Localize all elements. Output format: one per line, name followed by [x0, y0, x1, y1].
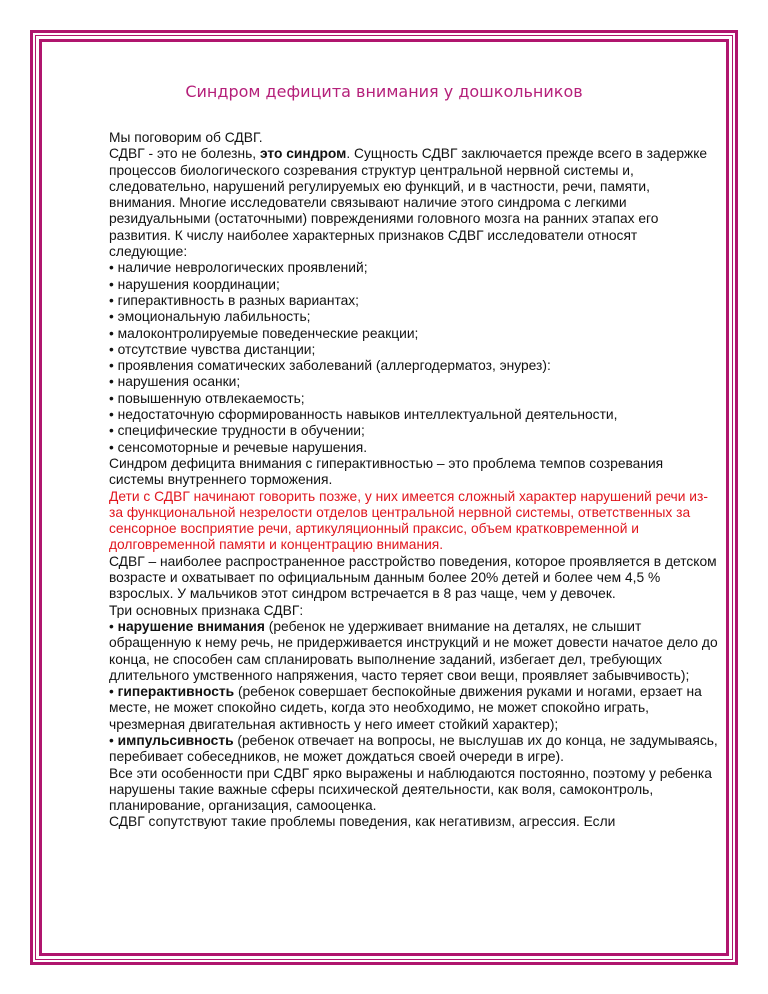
definition-bold: это синдром — [259, 146, 347, 162]
paragraph-inhibition: Синдром дефицита внимания с гиперактивностью – это проблема темпов созревания системы внутреннего торможения. — [109, 455, 664, 488]
feature-description: (ребенок не удерживает внимание на деталях, не слышит обращенную к нему речь, не придерживается инструкций и не может довести начатое дело до конца, не способен сам спланировать выполнение заданий, избегает дел, требующих длительного умственного напряжения, часто теряет свои вещи, проявляет забывчивость); — [109, 618, 718, 683]
feature-description: (ребенок отвечает на вопросы, не выслушав их до конца, не задумываясь, перебивает собеседников, не может дождаться своей очереди в игре). — [109, 732, 718, 765]
sign-item: • малоконтролируемые поведенческие реакции; — [109, 325, 419, 341]
sign-item: • недостаточную сформированность навыков интеллектуальной деятельности, — [109, 407, 618, 423]
sign-item: • наличие неврологических проявлений; — [109, 260, 368, 276]
sign-item: • повышенную отвлекаемость; — [109, 390, 305, 406]
sign-item: • сенсомоторные и речевые нарушения. — [109, 439, 368, 455]
feature-name: гиперактивность — [117, 684, 235, 700]
sign-item: • отсутствие чувства дистанции; — [109, 341, 316, 357]
paragraph-behavior: СДВГ сопутствуют такие проблемы поведения, как негативизм, агрессия. Если — [109, 814, 616, 830]
paragraph-speech-highlight: Дети с СДВГ начинают говорить позже, у них имеется сложный характер нарушений речи из-за функциональной незрелости отделов центральной нервной системы, ответственных за сенсорное восприятие речи, артикуляционный праксис, объем кратковременной и долговременной памяти и концентрацию внимания. — [109, 488, 708, 553]
feature-description: (ребенок совершает беспокойные движения руками и ногами, ерзает на месте, не может спокойно сидеть, когда это необходимо, не может спокойно играть, чрезмерная двигательная активность у него имеет стойкий характер); — [109, 684, 702, 732]
feature-item: • гиперактивность (ребенок совершает беспокойные движения руками и ногами, ерзает на месте, не может спокойно сидеть, когда это необходимо, не может спокойно играть, чрезмерная двигательная активность у него имеет стойкий характер); — [109, 684, 702, 732]
sign-item: • эмоциональную лабильность; — [109, 309, 311, 325]
definition-rest: . Сущность СДВГ заключается прежде всего в задержке процессов биологического созревания структур центральной нервной системы и, следовательно, нарушений регулируемых ею функций, и в частности, речи, памяти, внимания. Многие исследователи связывают наличие этого синдрома с легкими резидуальными (остаточными) повреждениями головного мозга на ранних этапах его развития. К числу наиболее характерных признаков СДВГ исследователи относят следующие: — [109, 146, 708, 260]
sign-item: • специфические трудности в обучении; — [109, 423, 365, 439]
paragraph-three-signs: Три основных признака СДВГ: — [109, 602, 304, 618]
feature-name: импульсивность — [117, 732, 234, 748]
sign-item: • гиперактивность в разных вариантах; — [109, 292, 360, 308]
sign-item: • проявления соматических заболеваний (аллергодерматоз, энурез): — [109, 358, 551, 374]
intro-line: Мы поговорим об СДВГ. — [109, 130, 263, 145]
document-title: Синдром дефицита внимания у дошкольников — [185, 82, 583, 101]
paragraph-consequences: Все эти особенности при СДВГ ярко выражены и наблюдаются постоянно, поэтому у ребенка нарушены такие важные сферы психической деятельности, как воля, самоконтроль, планирование, организация, самооценка. — [109, 765, 712, 814]
feature-item: • импульсивность (ребенок отвечает на вопросы, не выслушав их до конца, не задумываясь, перебивает собеседников, не может дождаться своей очереди в игре). — [109, 732, 718, 765]
sign-item: • нарушения координации; — [109, 276, 280, 292]
paragraph-definition — [109, 146, 719, 260]
paragraph-prevalence: СДВГ – наиболее распространенное расстройство поведения, которое проявляется в детском возрасте и охватывает по официальным данным более 20% детей и более чем 4,5 % взрослых. У мальчиков этот синдром встречается в 8 раз чаще, чем у девочек. — [109, 553, 717, 602]
sign-item: • нарушения осанки; — [109, 374, 241, 390]
feature-item: • нарушение внимания (ребенок не удерживает внимание на деталях, не слышит обращенную к нему речь, не придерживается инструкций и не может довести начатое дело до конца, не способен сам спланировать выполнение заданий, избегает дел, требующих длительного умственного напряжения, часто теряет свои вещи, проявляет забывчивость); — [109, 618, 718, 683]
feature-name: нарушение внимания — [117, 618, 265, 634]
document-body — [109, 130, 719, 831]
definition-lead: СДВГ - это не болезнь, — [109, 146, 260, 162]
